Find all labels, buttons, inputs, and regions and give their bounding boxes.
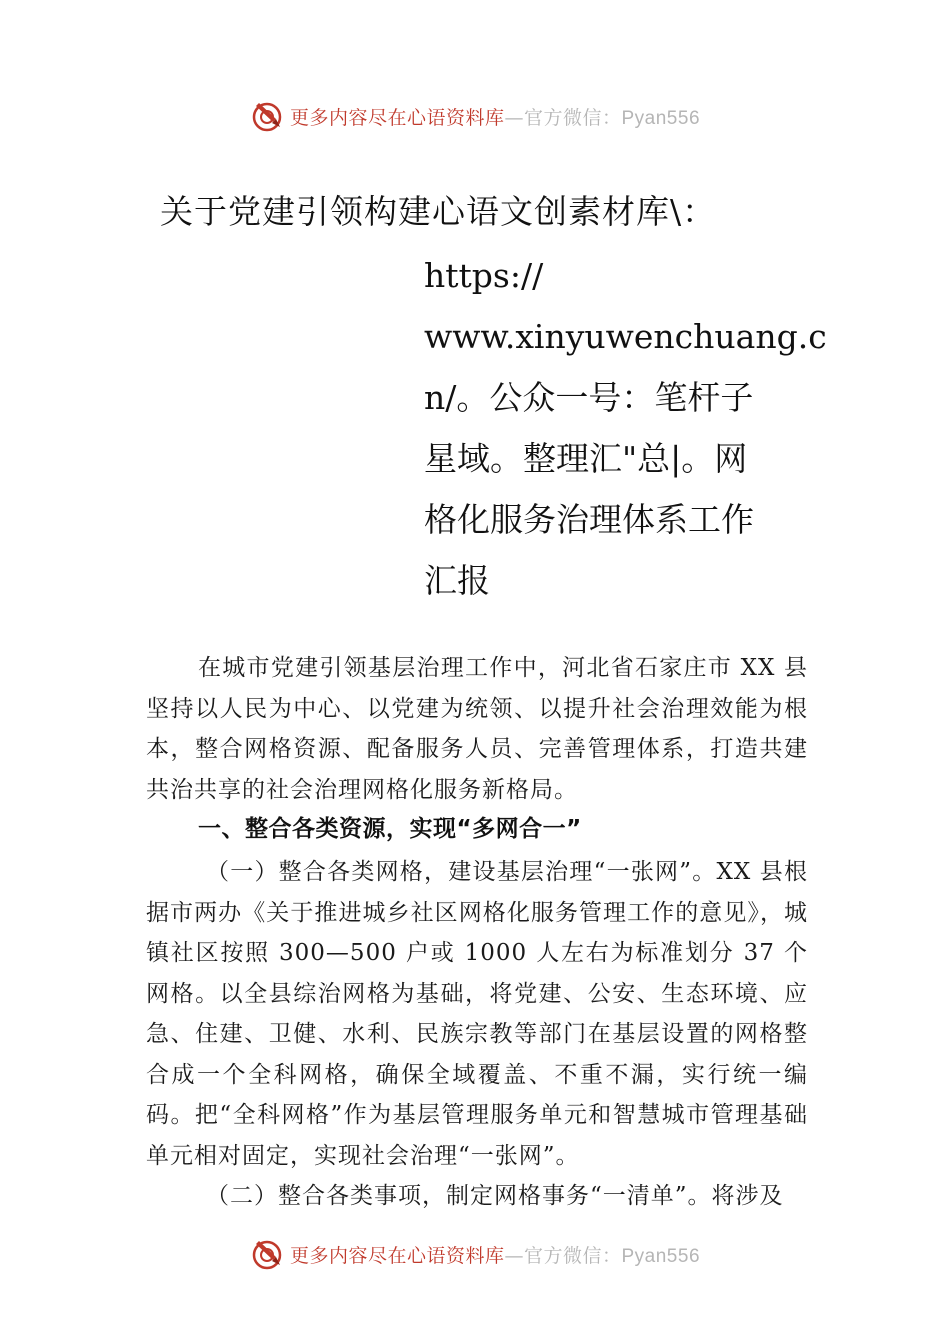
title-line: 星域。整理汇"总|。网	[424, 439, 748, 478]
footer-banner	[0, 1234, 950, 1274]
banner-wechat-id: Pyan556	[621, 107, 701, 129]
document-title-line1: 关于党建引领构建心语文创素材库\：	[160, 192, 717, 231]
banner-text	[290, 103, 700, 130]
title-line: https://	[424, 256, 544, 295]
title-line: 汇报	[424, 561, 490, 600]
banner-promo: 更多内容尽在心语资料库	[289, 1244, 505, 1267]
banner-wechat-label: 官方微信：	[523, 1244, 622, 1267]
section-heading-1: 一、整合各类资源，实现“多网合一”	[198, 816, 582, 842]
banner-wechat-label: 官方微信：	[523, 106, 622, 129]
title-line: 格化服务治理体系工作	[424, 500, 754, 539]
paragraph-1-1: （一）整合各类网格，建设基层治理“一张网”。XX 县根据市两办《关于推进城乡社区网格化服务管理工作的意见》，城镇社区按照 300—500 户或 1000 人左右为标准划分 37 个网格。以全县综治网格为基础，将党建、公安、生态环境、应急、住建、卫健、水利、民族宗教等部门在基层设置的网格整合成一个全科网格，确保全域覆盖、不重不漏，实行统一编码。把“全科网格”作为基层管理服务单元和智慧城市管理基础单元相对固定，实现社会治理“一张网”。	[146, 859, 808, 1169]
title-line: www.xinyuwenchuang.c	[424, 317, 827, 356]
banner-separator: —	[504, 1244, 524, 1267]
document-title-column	[424, 245, 827, 611]
banner-promo: 更多内容尽在心语资料库	[289, 106, 505, 129]
title-line: n/。公众一号：笔杆子	[424, 378, 754, 417]
paragraph-1-2: （二）整合各类事项，制定网格事务“一清单”。将涉及	[206, 1183, 784, 1209]
banner-separator: —	[504, 106, 524, 129]
banner-wechat-id: Pyan556	[621, 1245, 701, 1267]
header-banner	[0, 96, 950, 136]
logo-icon	[250, 1237, 284, 1271]
intro-paragraph: 在城市党建引领基层治理工作中，河北省石家庄市 XX 县坚持以人民为中心、以党建为统领、以提升社会治理效能为根本，整合网格资源、配备服务人员、完善管理体系，打造共建共治共享的社会治理网格化服务新格局。	[146, 655, 808, 803]
banner-text	[290, 1241, 700, 1268]
logo-icon	[250, 99, 284, 133]
